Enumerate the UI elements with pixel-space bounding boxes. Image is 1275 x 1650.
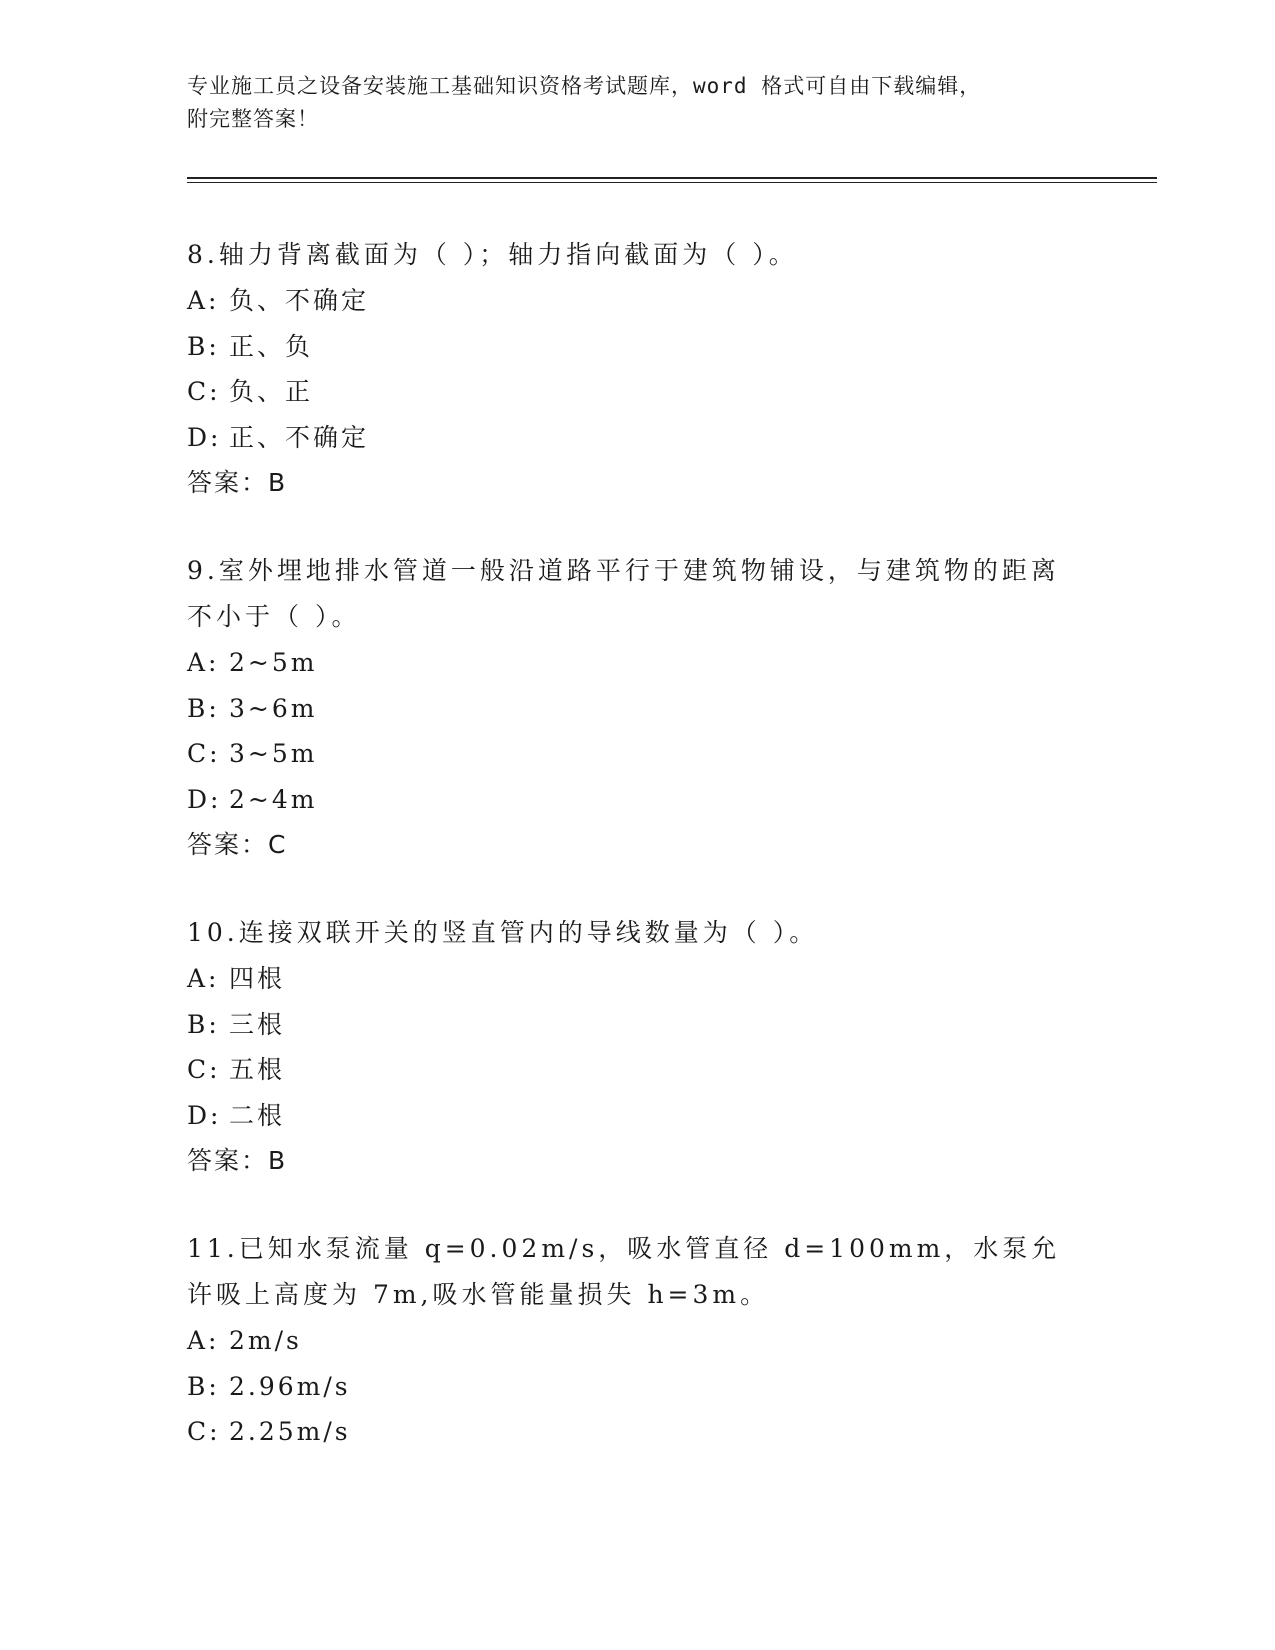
option-text: 负、正 xyxy=(229,377,314,406)
option-text: 2~4m xyxy=(229,784,318,814)
option-letter: D: xyxy=(187,422,222,452)
header-divider-thick xyxy=(187,177,1157,179)
option-a xyxy=(187,640,1067,686)
option-text: 2.96m/s xyxy=(229,1371,351,1401)
option-c xyxy=(187,1409,1067,1455)
option-text: 2.25m/s xyxy=(229,1417,351,1446)
option-letter: C: xyxy=(187,1417,221,1446)
question-10 xyxy=(187,910,1067,1184)
option-text: 2m/s xyxy=(229,1326,302,1355)
option-b xyxy=(187,686,1067,732)
option-text: 3~6m xyxy=(229,693,318,723)
option-letter: B: xyxy=(187,331,220,361)
option-letter: A: xyxy=(187,648,220,677)
option-text: 五根 xyxy=(229,1055,286,1084)
option-letter: B: xyxy=(187,1009,220,1039)
option-text: 2~5m xyxy=(229,648,318,677)
option-letter: B: xyxy=(187,693,220,723)
option-c xyxy=(187,731,1067,777)
header-divider-thin xyxy=(187,182,1157,183)
option-text: 三根 xyxy=(229,1009,286,1039)
option-b xyxy=(187,324,1067,370)
option-text: 四根 xyxy=(229,964,286,993)
option-letter: C: xyxy=(187,739,221,768)
question-stem: 11.已知水泵流量 q=0.02m/s，吸水管直径 d=100mm，水泵允许吸上高度为 7m,吸水管能量损失 h=3m。 xyxy=(187,1234,1061,1309)
option-letter: C: xyxy=(187,377,221,406)
option-letter: C: xyxy=(187,1055,221,1084)
document-header xyxy=(187,70,1067,136)
option-a xyxy=(187,278,1067,324)
option-c xyxy=(187,1047,1067,1093)
option-letter: B: xyxy=(187,1371,220,1401)
question-11 xyxy=(187,1226,1067,1455)
question-9 xyxy=(187,548,1067,868)
question-list xyxy=(187,232,1067,1497)
option-letter: D: xyxy=(187,784,222,814)
option-letter: A: xyxy=(187,286,220,315)
option-text: 二根 xyxy=(229,1100,286,1130)
header-line-1: 专业施工员之设备安装施工基础知识资格考试题库，word 格式可自由下载编辑， xyxy=(187,74,982,98)
question-stem: 9.室外埋地排水管道一般沿道路平行于建筑物铺设，与建筑物的距离不小于（ ）。 xyxy=(187,556,1060,631)
question-8 xyxy=(187,232,1067,506)
answer-line: 答案：B xyxy=(187,468,288,497)
option-a xyxy=(187,1318,1067,1364)
option-a xyxy=(187,956,1067,1002)
answer-line: 答案：B xyxy=(187,1146,288,1175)
option-b xyxy=(187,1002,1067,1048)
question-stem: 8.轴力背离截面为（ ）；轴力指向截面为（ ）。 xyxy=(187,240,798,269)
option-text: 负、不确定 xyxy=(229,286,370,315)
option-letter: A: xyxy=(187,1326,220,1355)
option-letter: D: xyxy=(187,1100,222,1130)
option-text: 正、不确定 xyxy=(229,422,370,452)
answer-line: 答案：C xyxy=(187,830,288,859)
option-letter: A: xyxy=(187,964,220,993)
option-d xyxy=(187,777,1067,823)
option-d xyxy=(187,1093,1067,1139)
option-text: 正、负 xyxy=(229,331,314,361)
option-c xyxy=(187,369,1067,415)
option-d xyxy=(187,415,1067,461)
option-b xyxy=(187,1364,1067,1410)
option-text: 3~5m xyxy=(229,739,318,768)
header-line-2: 附完整答案！ xyxy=(187,107,319,131)
question-stem: 10.连接双联开关的竖直管内的导线数量为（ ）。 xyxy=(187,918,819,947)
